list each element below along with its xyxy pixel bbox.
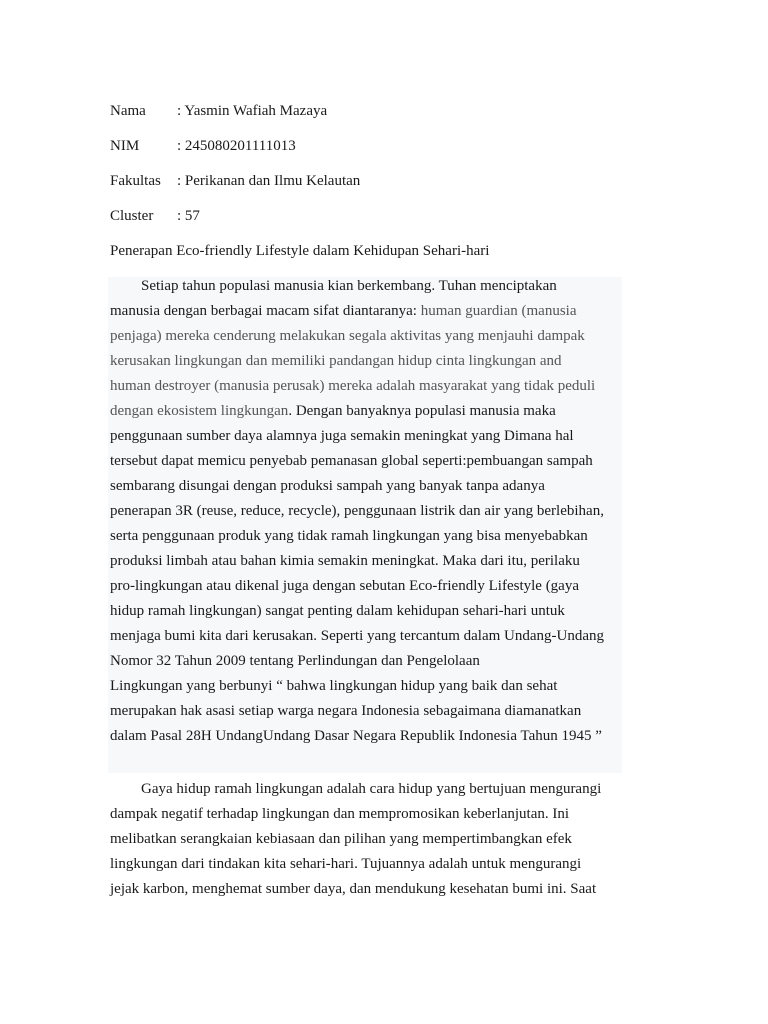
nim-row bbox=[110, 136, 630, 156]
paragraph-line: human destroyer (manusia perusak) mereka adalah masyarakat yang tidak peduli bbox=[110, 378, 596, 394]
paragraph-line: dalam Pasal 28H UndangUndang Dasar Negara Republik Indonesia Tahun 1945 ” bbox=[110, 728, 602, 744]
paragraph-line: serta penggunaan produk yang tidak ramah lingkungan yang bisa menyebabkan bbox=[110, 528, 588, 544]
fakultas-value: : Perikanan dan Ilmu Kelautan bbox=[177, 173, 361, 189]
text-span-highlight: human guardian (manusia bbox=[420, 303, 577, 319]
paragraph-line: penerapan 3R (reuse, reduce, recycle), penggunaan listrik dan air yang berlebihan, bbox=[110, 503, 604, 519]
paragraph-line: sembarang disungai dengan produksi sampah yang banyak tanpa adanya bbox=[110, 478, 545, 494]
paragraph-line bbox=[110, 301, 577, 321]
paragraph-line: tersebut dapat memicu penyebab pemanasan global seperti:pembuangan sampah bbox=[110, 453, 593, 469]
paragraph-line: melibatkan serangkaian kebiasaan dan pilihan yang mempertimbangkan efek bbox=[110, 831, 572, 847]
paragraph-line: jejak karbon, menghemat sumber daya, dan mendukung kesehatan bumi ini. Saat bbox=[110, 881, 597, 897]
paragraph-line: merupakan hak asasi setiap warga negara Indonesia sebagaimana diamanatkan bbox=[110, 703, 582, 719]
paragraph-line: Lingkungan yang berbunyi “ bahwa lingkungan hidup yang baik dan sehat bbox=[110, 678, 558, 694]
paragraph-line: menjaga bumi kita dari kerusakan. Seperti yang tercantum dalam Undang-Undang bbox=[110, 628, 605, 644]
paragraph-line: hidup ramah lingkungan) sangat penting dalam kehidupan sehari-hari untuk bbox=[110, 603, 565, 619]
paragraph-line: pro-lingkungan atau dikenal juga dengan sebutan Eco-friendly Lifestyle (gaya bbox=[110, 578, 579, 594]
text-span-highlight: dengan ekosistem lingkungan bbox=[110, 403, 289, 419]
text-span: . Dengan banyaknya populasi manusia maka bbox=[288, 403, 556, 419]
paragraph-line: lingkungan dari tindakan kita sehari-hari. Tujuannya adalah untuk mengurangi bbox=[110, 856, 582, 872]
paragraph-line: produksi limbah atau bahan kimia semakin meningkat. Maka dari itu, perilaku bbox=[110, 553, 580, 569]
fakultas-row bbox=[110, 171, 630, 191]
paragraph-line: penggunaan sumber daya alamnya juga semakin meningkat yang Dimana hal bbox=[110, 428, 574, 444]
paragraph-line: Setiap tahun populasi manusia kian berkembang. Tuhan menciptakan bbox=[141, 278, 557, 294]
nama-value: : Yasmin Wafiah Mazaya bbox=[177, 103, 328, 119]
paragraph-line: kerusakan lingkungan dan memiliki pandangan hidup cinta lingkungan and bbox=[110, 353, 562, 369]
document-title: Penerapan Eco-friendly Lifestyle dalam Kehidupan Sehari-hari bbox=[110, 243, 490, 259]
nim-label: NIM bbox=[110, 138, 140, 154]
paragraph-line: dampak negatif terhadap lingkungan dan mempromosikan keberlanjutan. Ini bbox=[110, 806, 570, 822]
text-span: manusia dengan berbagai macam sifat diantaranya: bbox=[110, 303, 421, 319]
cluster-row bbox=[110, 206, 630, 226]
paragraph-line: Nomor 32 Tahun 2009 tentang Perlindungan dan Pengelolaan bbox=[110, 653, 480, 669]
cluster-label: Cluster bbox=[110, 208, 154, 224]
nama-row bbox=[110, 101, 630, 121]
paragraph-line: Gaya hidup ramah lingkungan adalah cara hidup yang bertujuan mengurangi bbox=[141, 781, 602, 797]
fakultas-label: Fakultas bbox=[110, 173, 161, 189]
paragraph-line bbox=[110, 401, 556, 421]
cluster-value: : 57 bbox=[177, 208, 200, 224]
paragraph-line: penjaga) mereka cenderung melakukan segala aktivitas yang menjauhi dampak bbox=[110, 328, 585, 344]
nim-value: : 245080201111013 bbox=[177, 138, 296, 154]
nama-label: Nama bbox=[110, 103, 146, 119]
